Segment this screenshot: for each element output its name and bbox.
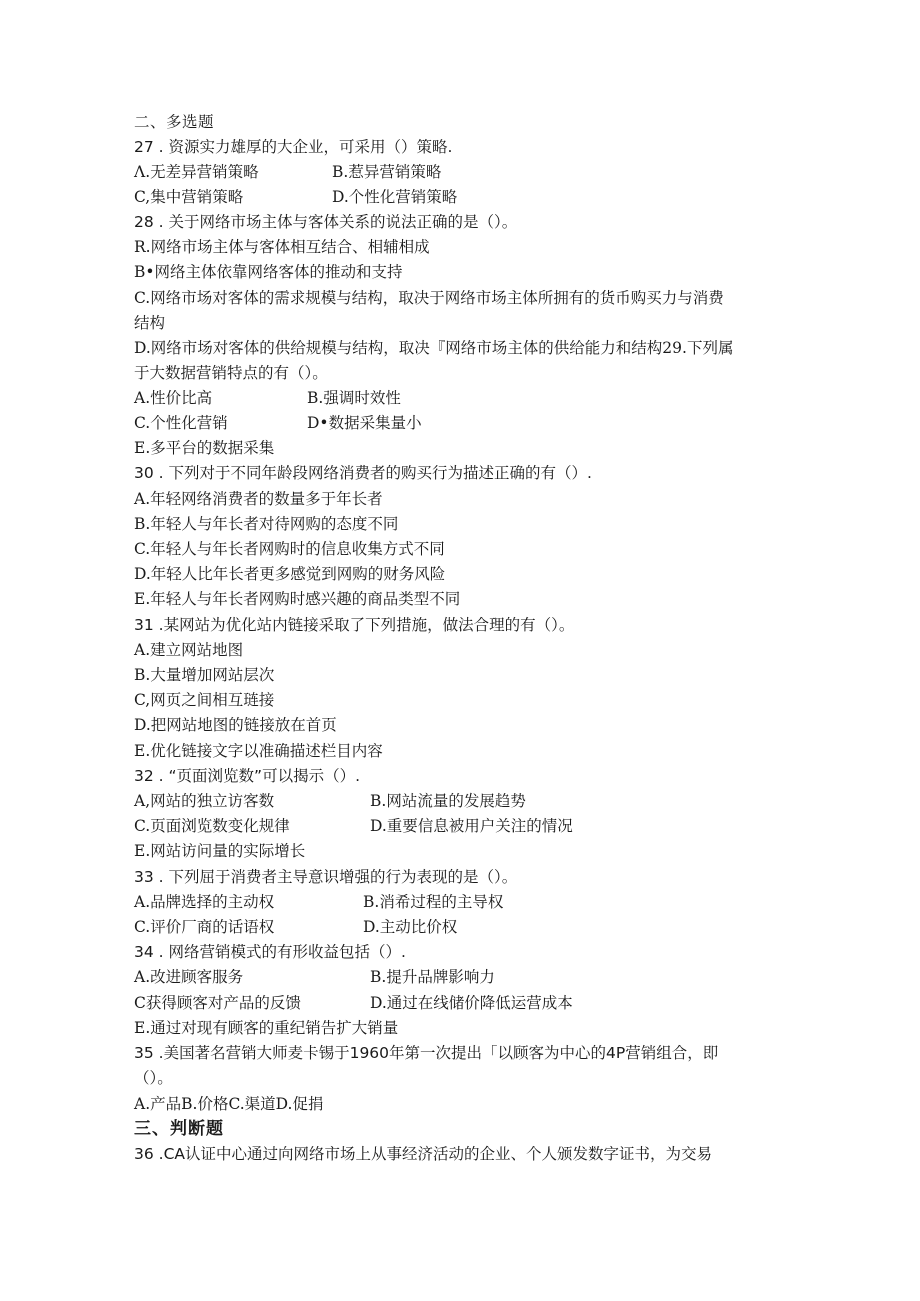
question-27-option-a: Λ.无差异营销策略 (134, 163, 259, 181)
question-34-option-a: A.改进顾客服务 (134, 968, 244, 986)
question-27-option-d: D.个性化营销策略 (332, 188, 458, 206)
question-29-option-e: E.多平台的数据采集 (134, 439, 275, 457)
question-28-option-c-line1: C.网络市场对客体的需求规模与结构，取决于网络市场主体所拥有的货币购买力与消费 (134, 289, 724, 307)
question-30-option-e: E.年轻人与年长者网购时感兴趣的商品类型不同 (134, 590, 461, 608)
question-28-option-a: R.网络市场主体与客体相互结合、相辅相成 (134, 238, 430, 256)
question-31-option-d: D.把网站地图的链接放在首页 (134, 716, 337, 734)
question-35-stem-line1: 35 .美国著名营销大师麦卡锡于1960年第一次提出「以顾客为中心的4P营销组合，即 (134, 1044, 719, 1062)
question-34-stem: 34 . 网络营销模式的有形收益包括（）. (134, 943, 406, 961)
question-30-option-b: B.年轻人与年长者对待网购的态度不同 (134, 515, 399, 533)
question-32-stem: 32 . “页面浏览数”可以揭示（）. (134, 767, 360, 785)
question-31-option-c: C,网页之间相互琏接 (134, 691, 275, 709)
question-27-option-c: C,集中营销策略 (134, 188, 244, 206)
question-29-option-d: D•数据采集量小 (307, 414, 422, 432)
question-30-option-c: C.年轻人与年长者网购时的信息收集方式不同 (134, 540, 445, 558)
question-30-stem: 30 . 下列对于不同年龄段网络消费者的购买行为描述正确的有（）. (134, 464, 592, 482)
question-34-option-e: E.通过对现有顾客的重纪销告扩大销量 (134, 1019, 399, 1037)
question-33-option-c: C.评价厂商的话语权 (134, 918, 275, 936)
question-28-option-b: B•网络主体依靠网络客体的推动和支持 (134, 263, 403, 281)
question-31-option-a: A.建立网站地图 (134, 641, 244, 659)
question-35-stem-line2: （）。 (134, 1069, 173, 1087)
question-32-option-a: A,网站的独立访客数 (134, 792, 275, 810)
question-27-option-b: B.惹异营销策略 (332, 163, 442, 181)
question-33-option-d: D.主动比价权 (363, 918, 458, 936)
question-29-option-b: B.强调时效性 (307, 389, 401, 407)
question-33-stem: 33 . 下列屈于消费者主导意识增强的行为表现的是（）。 (134, 868, 518, 886)
question-30-option-a: A.年轻网络消费者的数量多于年长者 (134, 490, 383, 508)
question-32-option-c: C.页面浏览数变化规律 (134, 817, 290, 835)
section-heading-multiple-choice: 二、多选题 (134, 113, 215, 131)
question-33-option-b: B.消希过程的主导权 (363, 893, 504, 911)
question-30-option-d: D.年轻人比年长者更多感觉到网购的财务风险 (134, 565, 446, 583)
question-35-options: A.产品B.价格C.渠道D.促捐 (134, 1095, 324, 1113)
question-34-option-b: B.提升品牌影响力 (370, 968, 495, 986)
question-33-option-a: A.品牌选择的主动权 (134, 893, 275, 911)
question-28-option-d-line1: D.网络市场对客体的供给规模与结构，取决『网络市场主体的供给能力和结构29.下列属 (134, 339, 734, 357)
question-34-option-d: D.通过在线储价降低运营成本 (370, 994, 573, 1012)
question-31-option-b: B.大量增加网站层次 (134, 666, 275, 684)
question-32-option-d: D.重要信息被用户关注的情况 (370, 817, 573, 835)
question-34-option-c: C获得顾客对产品的反馈 (134, 994, 301, 1012)
question-36-stem: 36 .CA认证中心通过向网络市场上从事经济活动的企业、个人颁发数字证书，为交易 (134, 1145, 713, 1163)
question-27-stem: 27 . 资源实力雄厚的大企业，可采用（）策略. (134, 138, 453, 156)
question-29-option-a: A.性价比高 (134, 389, 213, 407)
section-heading-true-false: 三、判断题 (134, 1119, 224, 1139)
question-32-option-b: B.网站流量的发展趋势 (370, 792, 526, 810)
question-29-stem-continued: 于大数据营销特点的有（）。 (134, 364, 328, 382)
question-29-option-c: C.个性化营销 (134, 414, 228, 432)
question-28-stem: 28 . 关于网络市场主体与客体关系的说法正确的是（）。 (134, 213, 518, 231)
question-32-option-e: E.网站访问量的实际增长 (134, 842, 306, 860)
question-31-stem: 31 .某网站为优化站内链接采取了下列措施，做法合理的有（）。 (134, 616, 575, 634)
question-31-option-e: E.优化链接文字以准确描述栏目内容 (134, 742, 383, 760)
question-28-option-c-line2: 结构 (134, 314, 166, 332)
